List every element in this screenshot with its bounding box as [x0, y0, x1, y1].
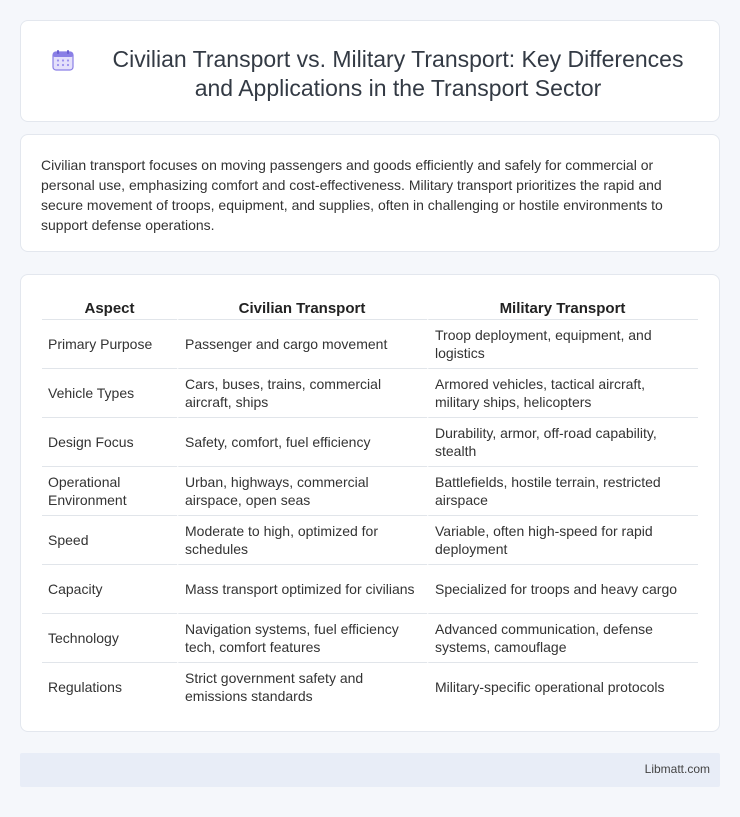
row-aspect: Primary Purpose	[42, 319, 177, 368]
row-aspect: Capacity	[42, 564, 177, 613]
row-civilian: Cars, buses, trains, commercial aircraft, ships	[177, 368, 427, 417]
calendar-icon	[51, 48, 75, 72]
comparison-card	[20, 274, 720, 732]
table-row	[42, 515, 698, 564]
row-aspect: Vehicle Types	[42, 368, 177, 417]
header-military: Military Transport	[499, 299, 626, 317]
row-civilian: Passenger and cargo movement	[177, 319, 427, 368]
intro-card	[20, 134, 720, 252]
page-title: Civilian Transport vs. Military Transport: Key Differences and Applications in the Transport Sector	[112, 46, 684, 101]
title-wrap	[51, 45, 699, 103]
row-aspect: Regulations	[42, 662, 177, 711]
table-row	[42, 662, 698, 711]
row-military: Specialized for troops and heavy cargo	[427, 564, 698, 613]
row-military: Advanced communication, defense systems, camouflage	[427, 613, 698, 662]
row-military: Battlefields, hostile terrain, restricted airspace	[427, 466, 698, 515]
row-military: Durability, armor, off-road capability, stealth	[427, 417, 698, 466]
table-row	[42, 466, 698, 515]
row-civilian: Navigation systems, fuel efficiency tech, comfort features	[177, 613, 427, 662]
row-civilian: Moderate to high, optimized for schedules	[177, 515, 427, 564]
row-military: Military-specific operational protocols	[427, 662, 698, 711]
footer	[20, 753, 720, 787]
row-aspect: Technology	[42, 613, 177, 662]
intro-text: Civilian transport focuses on moving passengers and goods efficiently and safely for commercial or personal use, emphasizing comfort and cost-effectiveness. Military transport prioritizes the rapid and secure movement of troops, equipment, and supplies, often in challenging or hostile environments to support defense operations.	[41, 157, 663, 233]
footer-brand-link[interactable]: Libmatt.com	[644, 762, 710, 776]
header-civilian: Civilian Transport	[238, 299, 366, 317]
table-row	[42, 613, 698, 662]
row-aspect: Speed	[42, 515, 177, 564]
row-military: Troop deployment, equipment, and logistics	[427, 319, 698, 368]
row-civilian: Strict government safety and emissions standards	[177, 662, 427, 711]
row-military: Variable, often high-speed for rapid deployment	[427, 515, 698, 564]
table-row	[42, 368, 698, 417]
row-civilian: Urban, highways, commercial airspace, open seas	[177, 466, 427, 515]
table-row	[42, 319, 698, 368]
table-row	[42, 564, 698, 613]
header-card	[20, 20, 720, 122]
row-aspect: Design Focus	[42, 417, 177, 466]
table-row	[42, 417, 698, 466]
row-civilian: Safety, comfort, fuel efficiency	[177, 417, 427, 466]
table-header-row	[42, 297, 698, 319]
row-aspect: Operational Environment	[42, 466, 177, 515]
row-civilian: Mass transport optimized for civilians	[177, 564, 427, 613]
row-military: Armored vehicles, tactical aircraft, military ships, helicopters	[427, 368, 698, 417]
comparison-table	[42, 297, 698, 711]
header-aspect: Aspect	[84, 299, 135, 317]
